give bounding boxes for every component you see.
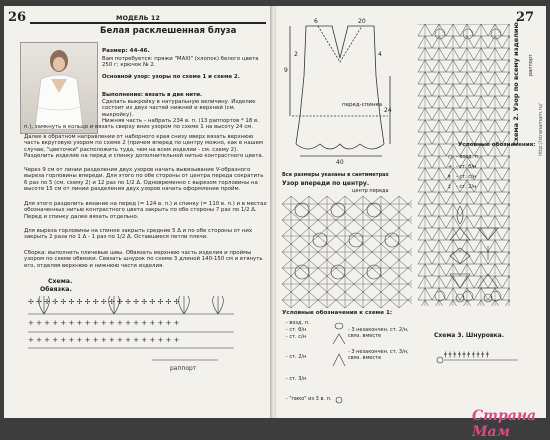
legend-chain-icon: ○ — [448, 154, 453, 160]
svg-text:2: 2 — [294, 51, 298, 58]
watermark: Страна Мам — [472, 408, 537, 440]
rapport-label-left: раппорт — [170, 365, 197, 372]
legend-sc-icon: + — [448, 164, 453, 170]
scheme-1-legend — [286, 320, 426, 410]
edging-scheme — [22, 294, 242, 404]
svg-text:20: 20 — [358, 18, 366, 25]
execution-heading: Выполнение: вязать в две нити. — [102, 92, 203, 98]
right-page — [276, 6, 546, 440]
s1-item-5: - ст. 2/н — [286, 354, 307, 360]
legend-title: Условные обозначения: — [458, 142, 536, 148]
svg-text:+ + + + + + + + + + + + + + +: + + + + + + + + + + + + + + + + + + + — [28, 319, 180, 327]
svg-text:40: 40 — [336, 159, 344, 166]
front-motif-chart — [282, 196, 412, 308]
model-label: МОДЕЛЬ 12 — [116, 14, 160, 22]
para-4: Через 9 см от линии разделения двух узоров начать вывязывание V-образного выреза горловины впереди. Для этого по обе стороны от центра переда сократить 6 раз по 5 (см. схему 2) и 12 раз по 1/2 Δ. Одновременно с вырезом горловины на высоте 15 см от линии разделения двух узоров начать оформление пройм. — [24, 167, 264, 192]
para-1: Сделать выкройку в натуральную величину. Изделие состоит из двух частей нижней и верхней (см. выкройку). — [102, 99, 256, 118]
legend-item-1: - возд. п. — [456, 154, 480, 160]
page-title: Белая расклешенная блуза — [100, 26, 237, 36]
center-label: центр переда — [352, 188, 389, 194]
para-2: Нижняя часть – набрать 234 в. п. (13 раппортов * 18 в. п.), замкнуть в кольцо и вязать сверху вниз узором по схеме 1 на высоту 24 см. — [24, 118, 259, 131]
front-back-label: перед-спинка — [342, 102, 383, 108]
legend-item-2: - ст. б/н — [456, 164, 477, 170]
scheme-2-title: Схема 2. Узор по всему изделию. — [512, 19, 520, 146]
header-rule — [30, 22, 266, 24]
s1-item-1: - возд. п. — [286, 320, 310, 326]
svg-text:24: 24 — [384, 107, 392, 114]
svg-text:ǂ ǂ ǂ ǂ ǂ ǂ ǂ ǂ ǂ ǂ: ǂ ǂ ǂ ǂ ǂ ǂ ǂ ǂ ǂ ǂ — [444, 351, 489, 358]
front-pattern-title: Узор впереди по центру. — [282, 180, 370, 187]
svg-text:4: 4 — [378, 51, 382, 58]
scheme-3-title: Схема 3. Шнуровка. — [434, 332, 505, 339]
legend-item-4: - ст. 2/н — [456, 184, 477, 190]
para-6: Для выреза горловины на спинке закрыть средние 5 Δ и по обе стороны от них закрыть 2 раза по 1 Δ - 1 раз по 1/2 Δ. Оставшиеся петли плечи. — [24, 228, 253, 241]
assembly-text: Сборка: выполнить плечевые швы. Обвязать верхнюю часть изделия и проймы узором по схеме обвязки. Связать шнурок по схеме 3 длиной 140-150 см и втянуть его, отделяя верхнюю и нижнюю части изделия. — [24, 250, 263, 269]
legend-dc-icon: ǂ — [448, 174, 451, 180]
s1-item-8: - "пико" из 3 в. п. — [286, 396, 332, 402]
svg-text:6: 6 — [314, 18, 318, 25]
legend-item-3: - ст. с/н — [456, 174, 476, 180]
legend-motifs — [444, 202, 504, 306]
garment-pattern — [284, 16, 396, 166]
svg-text:+ + + + + + + + + + + + + + +: + + + + + + + + + + + + + + + + + + + — [28, 336, 180, 344]
svg-text:9: 9 — [284, 67, 288, 74]
legend-tr-icon: ‡ — [448, 184, 451, 190]
size-text: Размер: 44-46. — [102, 48, 150, 54]
s1-item-3: - ст. с/н — [286, 334, 306, 340]
scheme-1-symbols — [330, 320, 348, 410]
s1-item-6: - 3 незакончен. ст. 3/н, связ. вместе — [348, 349, 409, 361]
scheme-title: Схема. — [48, 278, 73, 285]
svg-text:✢ ✢ ✢ ✢ ✢ ✢ ✢ ✢ ✢ ✢ ✢ ✢ ✢ ✢ ✢: ✢ ✢ ✢ ✢ ✢ ✢ ✢ ✢ ✢ ✢ ✢ ✢ ✢ ✢ ✢ ✢ ✢ ✢ ✢ — [28, 298, 180, 306]
page-number-right: 27 — [516, 10, 535, 25]
s1-item-7: - ст. 3/н — [286, 376, 307, 382]
rapport-label-right: раппорт — [528, 54, 534, 76]
site-url: http://stranamam.ru/ — [538, 103, 544, 156]
pattern-label: Основной узор: узоры по схеме 1 и схеме 2. — [102, 74, 240, 80]
scheme-1-legend-title: Условные обозначения к схеме 1: — [282, 310, 393, 316]
s1-item-4: - 3 незакончен. ст. 2/н, связ. вместе — [348, 327, 409, 339]
para-3: Далее в обратном направлении от наборного края снизу вверх вязать верхнюю часть вкруговую узором по схеме 2 (причем вперед по центру можно, как в нашем случае, "цветочки" расположить туда, чем на всем изделии - см. схему 2). Разделить изделие на перед и спинку дополнительной нитью контрастного цвета. — [24, 134, 264, 159]
sizes-note: Все размеры указаны в сантиметрах — [282, 172, 389, 178]
page-number-left: 26 — [8, 10, 27, 25]
left-page — [4, 6, 272, 418]
scheme-subtitle: Обвязка. — [40, 286, 72, 293]
scheme-3-chart — [434, 344, 524, 374]
s1-item-2: - ст. б/н — [286, 327, 307, 333]
materials-text: Вам потребуется: пряжи "MAXI" (хлопок) белого цвета 250 г; крючок № 2. — [102, 56, 259, 69]
para-5: Для этого разделить вязание на перед (= 124 в. п.) и спинку (= 110 в. п.) и в местах обозначенных нитью контрастного цвета закрыть по обе стороны 7 раз по 1/2 Δ. Перед и спинку далее вязать отдельно. — [24, 201, 267, 220]
